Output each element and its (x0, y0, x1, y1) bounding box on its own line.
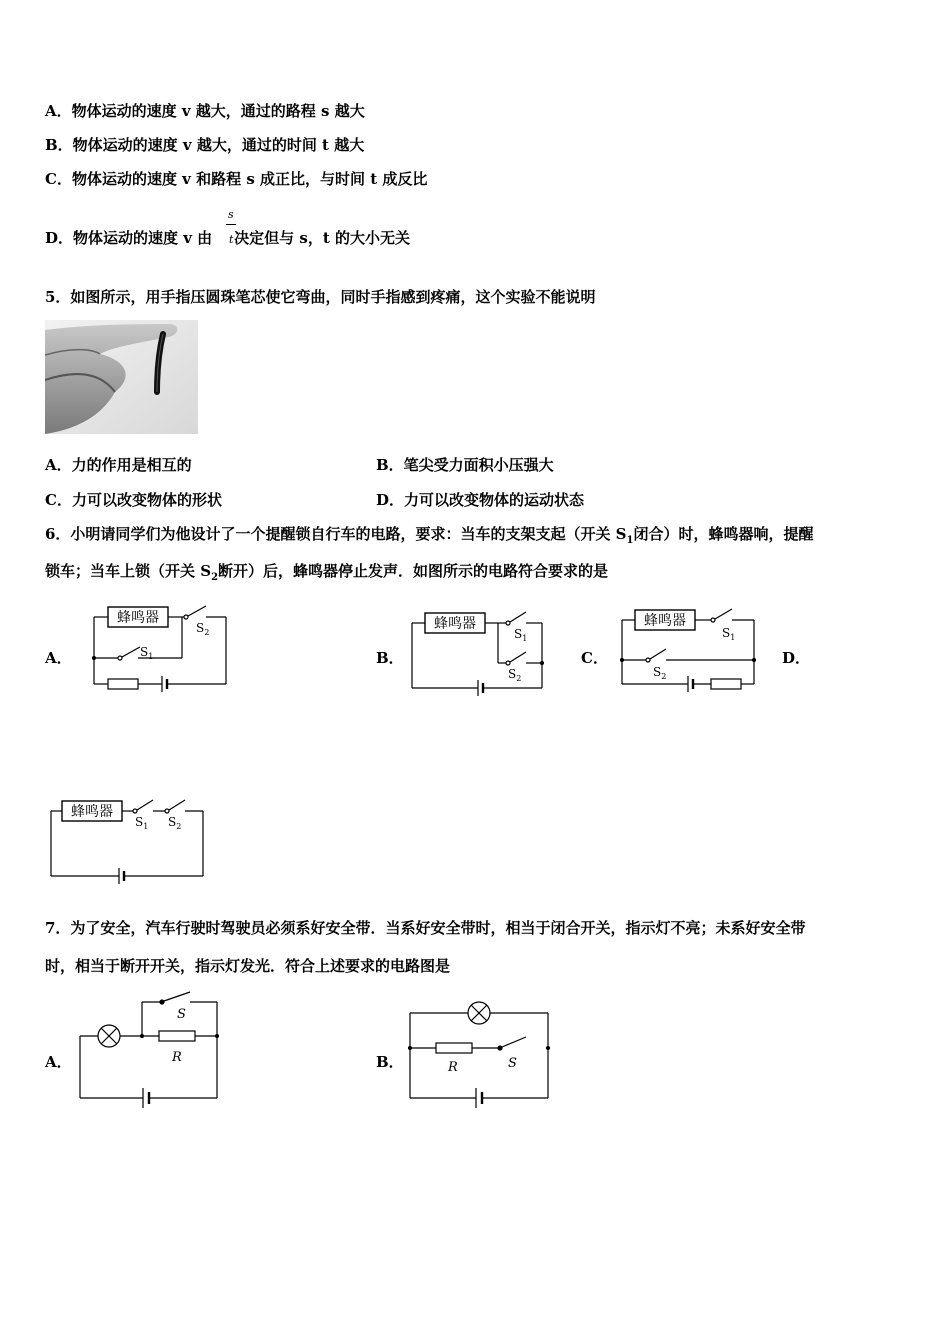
q4-option-d (45, 231, 410, 246)
finger-pressing-pen-photo (45, 320, 198, 434)
q7-stem-line2: 时，相当于断开开关，指示灯发光．符合上述要求的电路图是 (45, 957, 451, 975)
q6-stem-line1-post: 闭合）时，蜂鸣器响，提醒 (633, 525, 814, 543)
q6-stem-line1-sub: 1 (626, 535, 634, 546)
q7-label-a: A． (45, 1053, 72, 1071)
q5-option-a: A．力的作用是相互的 (45, 456, 192, 474)
buzzer-label: 蜂鸣器 (117, 610, 159, 626)
buzzer-label: 蜂鸣器 (71, 804, 113, 820)
resistor-label: R (448, 1060, 458, 1075)
s1-label: $S_1$ (135, 815, 149, 831)
q6-label-d: D． (782, 649, 811, 667)
q6-circuit-b (408, 605, 548, 701)
resistor-label: R (172, 1050, 182, 1065)
q7-circuit-a (76, 990, 226, 1119)
fraction-denominator: t (229, 233, 234, 246)
q6-stem-line2-sub: 2 (211, 572, 219, 583)
q6-stem-line2 (45, 564, 608, 583)
lamp-icon (468, 1002, 490, 1024)
q7-label-b: B． (376, 1053, 404, 1071)
q4-option-d-suffix: 决定但与 s，t 的大小无关 (234, 229, 410, 247)
q6-circuit-c (616, 603, 761, 699)
fraction-bar (226, 224, 236, 225)
buzzer-label: 蜂鸣器 (434, 616, 476, 632)
q6-label-a: A． (45, 649, 72, 667)
s2-label: $S_2$ (168, 815, 182, 831)
q7-stem-line1: 7．为了安全，汽车行驶时驾驶员必须系好安全带．当系好安全带时，相当于闭合开关，指示灯不亮；未系好安全带 (45, 919, 806, 937)
q6-stem-line2-pre: 锁车；当车上锁（开关 S (45, 562, 212, 580)
s1-label: $S_1$ (722, 626, 736, 642)
buzzer-label: 蜂鸣器 (644, 613, 686, 629)
q6-circuit-a (88, 602, 233, 698)
lamp-icon (98, 1025, 120, 1047)
q4-option-b: B．物体运动的速度 v 越大，通过的时间 t 越大 (45, 136, 365, 154)
q6-stem-line1 (45, 527, 813, 546)
s2-label: $S_2$ (653, 665, 667, 681)
q5-option-c: C．力可以改变物体的形状 (45, 491, 222, 509)
q5-stem: 5．如图所示，用手指压圆珠笔芯使它弯曲，同时手指感到疼痛，这个实验不能说明 (45, 288, 596, 306)
q5-option-b: B．笔尖受力面积小压强大 (376, 456, 554, 474)
switch-label: S (508, 1056, 517, 1071)
q7-circuit-b (406, 995, 556, 1124)
q6-circuit-d (47, 795, 209, 891)
s2-label: $S_2$ (196, 621, 210, 637)
fraction-numerator: s (228, 208, 234, 221)
q6-stem-line1-pre: 6．小明请同学们为他设计了一个提醒锁自行车的电路，要求：当车的支架支起（开关 S (45, 525, 627, 543)
q6-label-b: B． (376, 649, 404, 667)
s2-label: $S_2$ (508, 667, 522, 683)
s1-label: $S_1$ (514, 627, 528, 643)
q5-option-d: D．力可以改变物体的运动状态 (376, 491, 585, 509)
s1-label: $S_1$ (140, 645, 154, 661)
q4-option-a: A．物体运动的速度 v 越大，通过的路程 s 越大 (45, 102, 365, 120)
q6-label-c: C． (581, 649, 608, 667)
q6-stem-line2-post: 断开）后，蜂鸣器停止发声．如图所示的电路符合要求的是 (218, 562, 609, 580)
switch-label: S (177, 1007, 186, 1022)
q4-option-d-prefix: D．物体运动的速度 v 由 (45, 229, 213, 247)
q4-option-c: C．物体运动的速度 v 和路程 s 成正比，与时间 t 成反比 (45, 170, 428, 188)
